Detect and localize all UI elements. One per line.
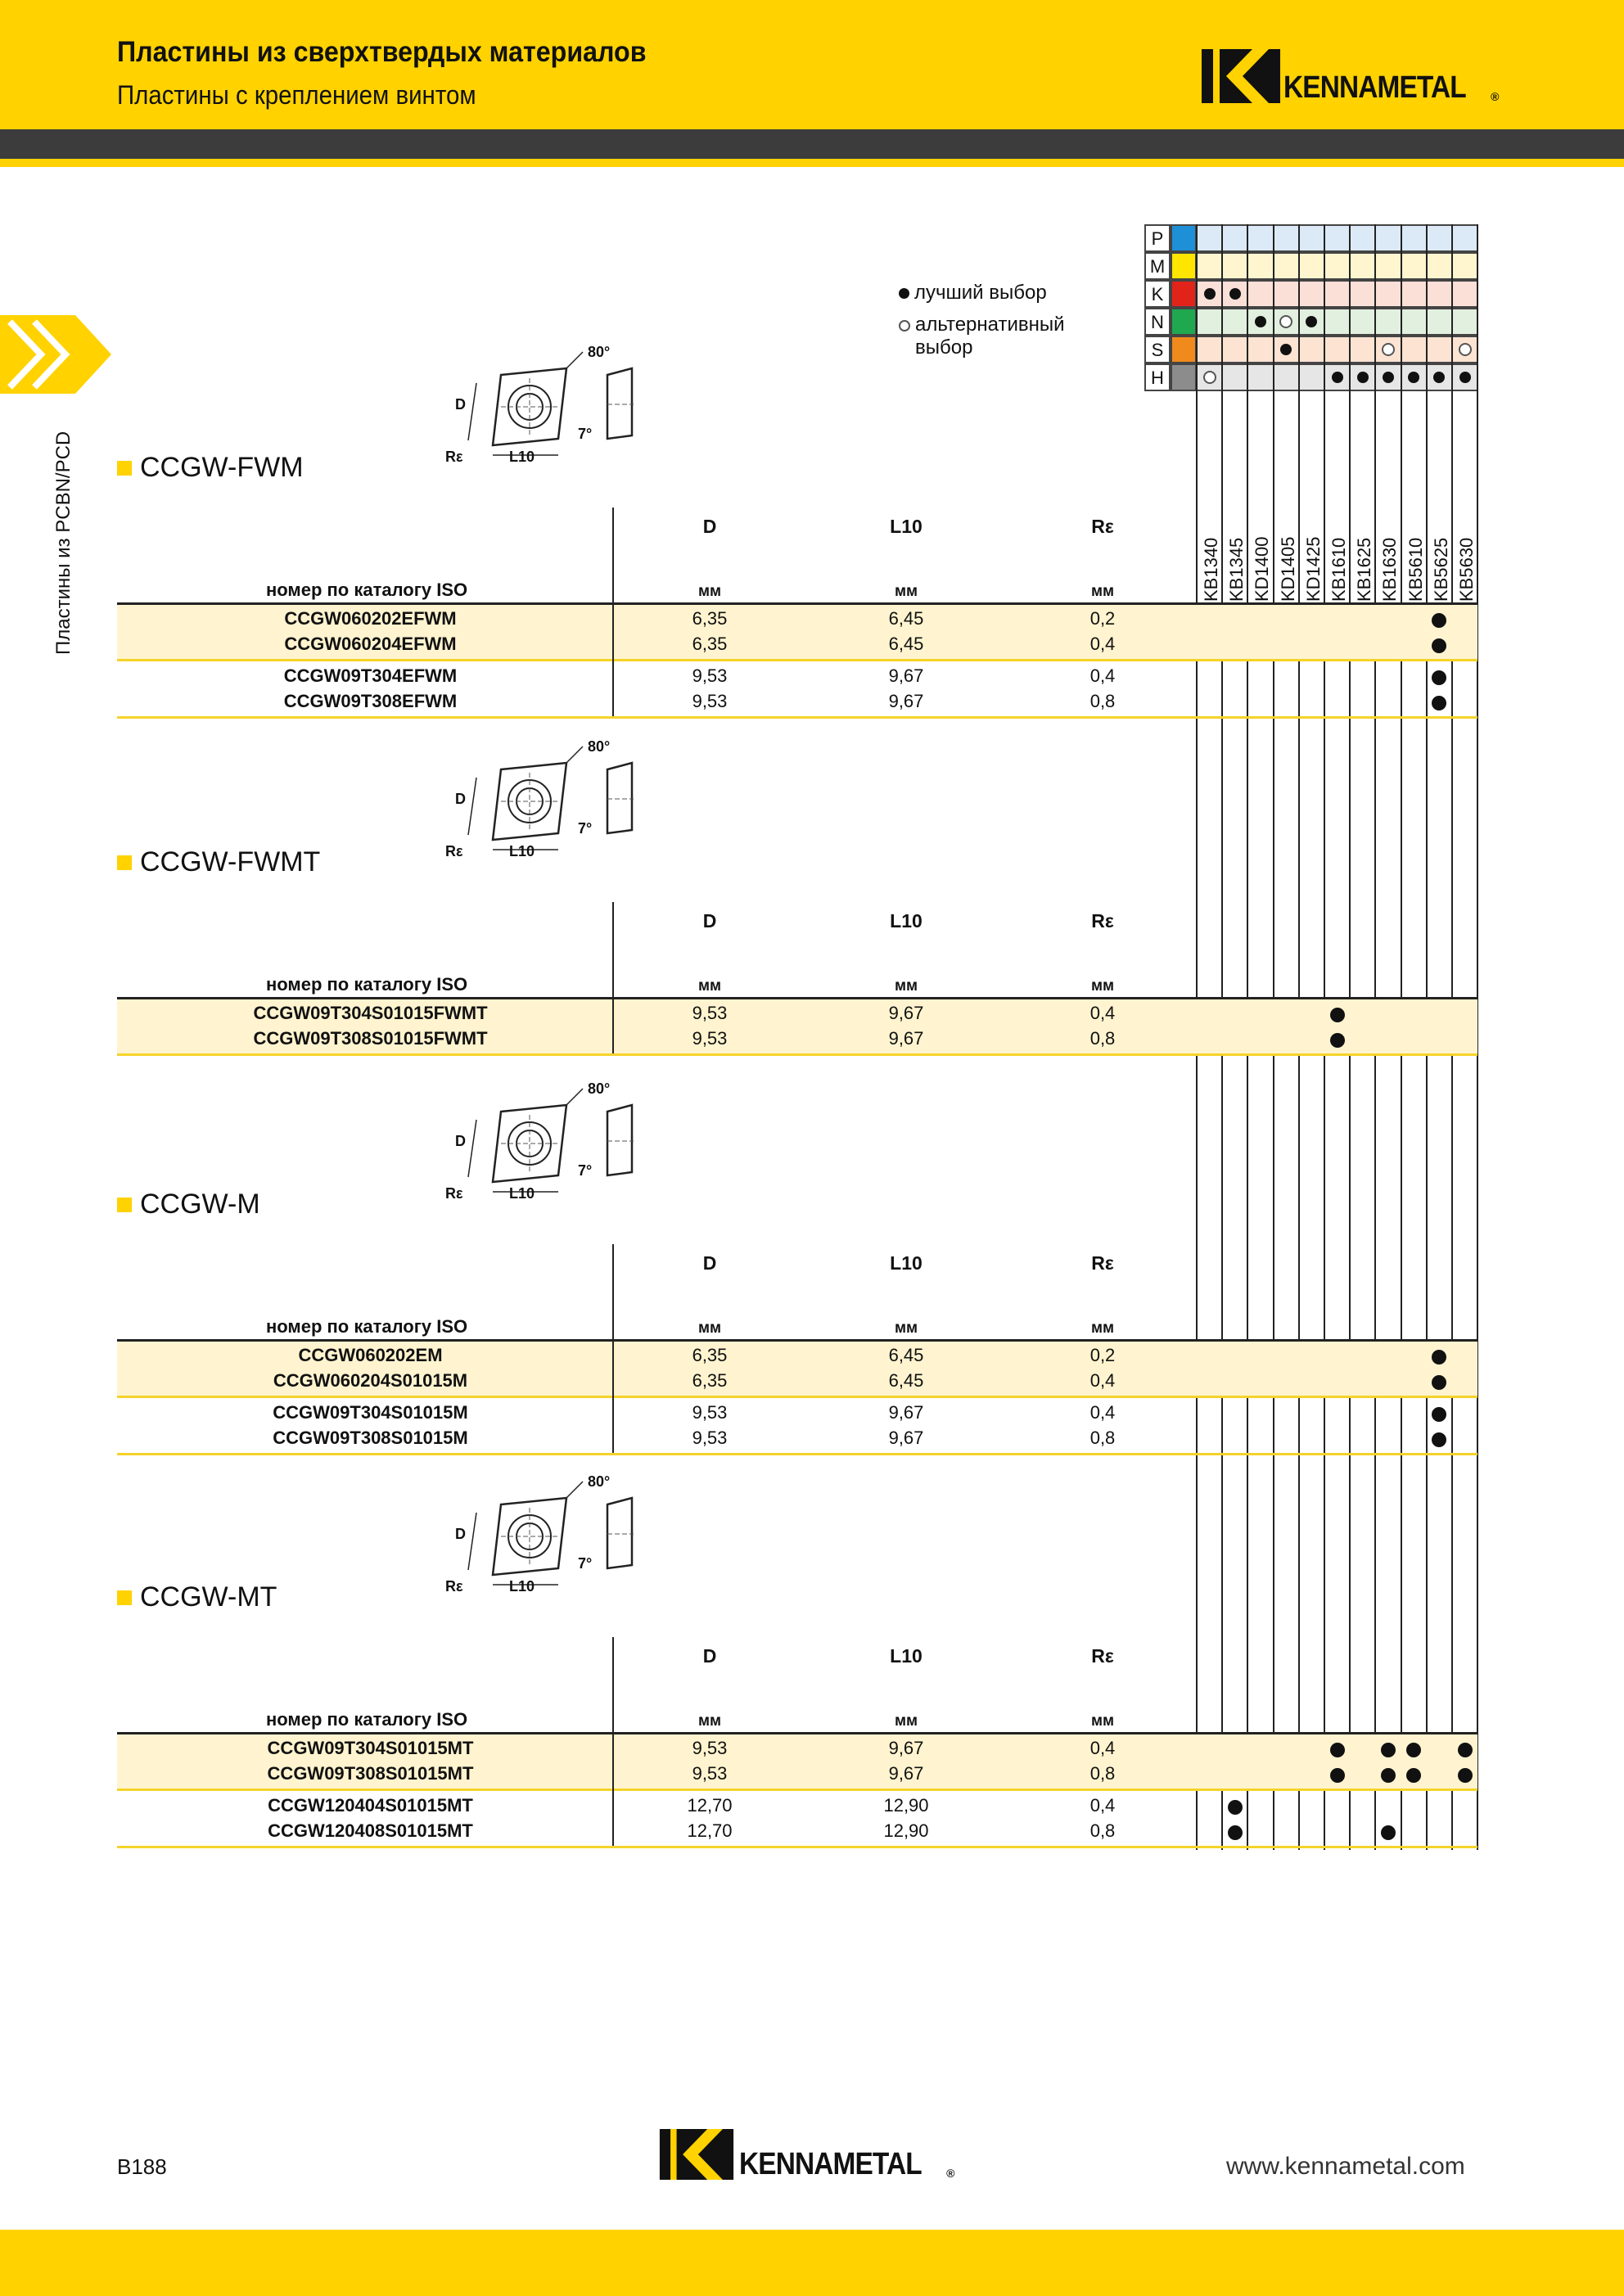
- best-choice-dot-icon: [1330, 1768, 1345, 1783]
- best-choice-dot-icon: [1406, 1743, 1421, 1757]
- grade-header-KB1630: KB1630: [1379, 537, 1401, 602]
- iso-code: CCGW09T308EFWM: [283, 691, 458, 711]
- material-row-M: [1197, 252, 1477, 280]
- row-group-separator: [117, 1453, 1477, 1455]
- iso-code: CCGW09T308S01015FWMT: [253, 1028, 488, 1049]
- grade-header-KB1345: KB1345: [1226, 537, 1247, 602]
- grade-header-KD1400: KD1400: [1252, 536, 1273, 602]
- cell-d: 9,53: [692, 1738, 728, 1758]
- column-header-0: D: [702, 1252, 717, 1274]
- material-color-M: [1171, 252, 1197, 280]
- column-header-1: L10: [890, 1252, 923, 1274]
- column-header-2: Rε: [1091, 910, 1114, 931]
- grade-header-KD1425: KD1425: [1302, 536, 1324, 602]
- cell-re: 0,4: [1089, 1370, 1116, 1391]
- kennametal-k-icon: [1202, 49, 1280, 103]
- row-group-separator: [117, 1053, 1477, 1056]
- trademark-mark: ®: [1491, 90, 1500, 103]
- best-choice-dot-icon: [1458, 1743, 1473, 1757]
- best-choice-dot-icon: [1383, 372, 1394, 383]
- iso-code: CCGW060202EM: [298, 1345, 443, 1365]
- column-unit-1: мм: [894, 1712, 918, 1730]
- cell-re: 0,8: [1089, 1820, 1116, 1841]
- column-header-2: Rε: [1091, 516, 1114, 537]
- column-header-2: Rε: [1091, 1645, 1114, 1667]
- iso-code: CCGW09T308S01015MT: [267, 1763, 474, 1784]
- insert-diagram: [444, 1473, 648, 1611]
- dim-l10-label: L10: [509, 449, 535, 465]
- table-divider: [612, 1637, 614, 1846]
- cell-d: 6,35: [692, 1370, 728, 1391]
- cell-d: 12,70: [687, 1820, 733, 1841]
- column-header-1: L10: [890, 910, 923, 931]
- column-unit-2: мм: [1090, 977, 1115, 995]
- row-group-separator: [117, 716, 1477, 719]
- material-row-P: [1197, 224, 1477, 252]
- best-choice-dot-icon: [1381, 1825, 1396, 1840]
- material-letter-S: S: [1144, 336, 1171, 363]
- section-marker-icon: [117, 1590, 132, 1605]
- angle-7-label: 7°: [578, 1555, 593, 1572]
- angle-80-label: 80°: [588, 738, 611, 755]
- dim-d-label: D: [455, 1133, 466, 1149]
- row-group-separator: [117, 1846, 1477, 1848]
- cell-l10: 6,45: [888, 1370, 924, 1391]
- cell-d: 12,70: [687, 1795, 733, 1816]
- section-title-ccgw-m: CCGW-M: [117, 1189, 260, 1220]
- material-letter-H: H: [1144, 363, 1171, 391]
- best-choice-dot-icon: [1228, 1825, 1243, 1840]
- best-choice-dot-icon: [1381, 1768, 1396, 1783]
- section-title-ccgw-fwmt: CCGW-FWMT: [117, 846, 320, 878]
- dim-re-label: Rε: [445, 1578, 463, 1595]
- column-header-0: D: [702, 910, 717, 931]
- brand-name: KENNAMETAL: [1283, 70, 1466, 105]
- section-title-ccgw-fwm: CCGW-FWM: [117, 452, 304, 484]
- table-divider: [612, 902, 614, 1053]
- website-link[interactable]: www.kennametal.com: [1226, 2153, 1465, 2180]
- section-marker-icon: [117, 1198, 132, 1212]
- column-header-1: L10: [890, 1645, 923, 1667]
- iso-code: CCGW060204S01015M: [273, 1370, 468, 1391]
- best-choice-dot-icon: [899, 288, 909, 299]
- kennametal-footer-logo: [657, 2129, 955, 2180]
- best-choice-dot-icon: [1381, 1743, 1396, 1757]
- material-color-S: [1171, 336, 1197, 363]
- dim-d-label: D: [455, 791, 466, 807]
- insert-dimension-diagram: [444, 745, 648, 876]
- cell-l10: 9,67: [888, 1763, 924, 1784]
- alt-choice-circle-icon: [1459, 343, 1472, 356]
- dim-re-label: Rε: [445, 1185, 463, 1202]
- kennametal-k-icon: [657, 2129, 736, 2180]
- angle-7-label: 7°: [578, 426, 593, 442]
- alt-choice-circle-icon: [899, 320, 910, 332]
- dim-l10-label: L10: [509, 1578, 535, 1595]
- table-divider: [612, 1244, 614, 1453]
- grade-header-KB1610: KB1610: [1329, 537, 1349, 602]
- table-divider: [612, 507, 614, 716]
- best-choice-dot-icon: [1330, 1743, 1345, 1757]
- best-choice-dot-icon: [1432, 638, 1446, 653]
- iso-code: CCGW09T304EFWM: [283, 665, 458, 686]
- cell-l10: 9,67: [888, 1402, 924, 1423]
- material-letter-M: M: [1144, 252, 1171, 280]
- material-row-S: [1197, 336, 1477, 363]
- best-choice-dot-icon: [1204, 288, 1216, 300]
- iso-column-header: номер по каталогу ISO: [266, 974, 468, 995]
- cell-re: 0,4: [1089, 665, 1116, 686]
- best-choice-dot-icon: [1357, 372, 1369, 383]
- column-unit-1: мм: [894, 977, 918, 995]
- grade-header-KD1405: KD1405: [1277, 536, 1298, 602]
- section-title-ccgw-mt: CCGW-MT: [117, 1581, 277, 1613]
- best-choice-dot-icon: [1458, 1768, 1473, 1783]
- cell-l10: 9,67: [888, 665, 924, 686]
- page-subtitle: Пластины с креплением винтом: [117, 80, 476, 110]
- iso-column-header: номер по каталогу ISO: [266, 580, 468, 600]
- column-unit-0: мм: [697, 1712, 722, 1730]
- cell-re: 0,8: [1089, 1428, 1116, 1448]
- best-choice-dot-icon: [1330, 1033, 1345, 1048]
- grade-header-KB5625: KB5625: [1430, 537, 1451, 602]
- best-choice-dot-icon: [1459, 372, 1471, 383]
- dim-d-label: D: [455, 1526, 466, 1542]
- iso-code: CCGW120404S01015MT: [268, 1795, 473, 1816]
- cell-l10: 12,90: [883, 1820, 929, 1841]
- cell-l10: 6,45: [888, 608, 924, 629]
- best-choice-dot-icon: [1432, 1432, 1446, 1447]
- angle-80-label: 80°: [588, 344, 611, 360]
- column-unit-1: мм: [894, 583, 918, 600]
- grade-header-KB5630: KB5630: [1456, 537, 1477, 602]
- page-title: Пластины из сверхтвердых материалов: [117, 36, 647, 68]
- cell-d: 9,53: [692, 1763, 728, 1784]
- header-stripe: [0, 159, 1624, 167]
- grade-header-KB1340: KB1340: [1201, 537, 1221, 602]
- cell-re: 0,8: [1089, 691, 1116, 711]
- best-choice-dot-icon: [1228, 1800, 1243, 1815]
- row-group-separator: [117, 1789, 1477, 1791]
- alt-choice-circle-icon: [1382, 343, 1395, 356]
- cell-re: 0,8: [1089, 1763, 1116, 1784]
- cell-re: 0,4: [1089, 1738, 1116, 1758]
- section-marker-icon: [117, 855, 132, 870]
- cell-d: 9,53: [692, 1003, 728, 1023]
- column-unit-2: мм: [1090, 1712, 1115, 1730]
- angle-7-label: 7°: [578, 820, 593, 837]
- footer-band: [0, 2230, 1624, 2296]
- angle-80-label: 80°: [588, 1473, 611, 1490]
- cell-re: 0,2: [1089, 608, 1116, 629]
- cell-d: 9,53: [692, 665, 728, 686]
- material-color-H: [1171, 363, 1197, 391]
- cell-re: 0,4: [1089, 634, 1116, 654]
- insert-diagram: [444, 1080, 648, 1218]
- cell-d: 9,53: [692, 1428, 728, 1448]
- material-letter-K: K: [1144, 280, 1171, 308]
- best-choice-dot-icon: [1255, 316, 1266, 327]
- dim-l10-label: L10: [509, 1185, 535, 1202]
- best-choice-dot-icon: [1332, 372, 1343, 383]
- iso-code: CCGW09T308S01015M: [273, 1428, 468, 1448]
- iso-code: CCGW09T304S01015MT: [267, 1738, 474, 1758]
- insert-dimension-diagram: [444, 1087, 648, 1218]
- iso-column-header: номер по каталогу ISO: [266, 1709, 468, 1730]
- column-unit-0: мм: [697, 583, 722, 600]
- iso-column-header: номер по каталогу ISO: [266, 1316, 468, 1337]
- column-unit-0: мм: [697, 1319, 722, 1337]
- insert-diagram: [444, 344, 648, 481]
- dim-re-label: Rε: [445, 843, 463, 859]
- material-row-N: [1197, 308, 1477, 336]
- best-choice-dot-icon: [1432, 696, 1446, 710]
- cell-l10: 9,67: [888, 691, 924, 711]
- cell-l10: 9,67: [888, 1028, 924, 1049]
- cell-l10: 9,67: [888, 1738, 924, 1758]
- column-unit-2: мм: [1090, 1319, 1115, 1337]
- cell-d: 6,35: [692, 1345, 728, 1365]
- best-choice-dot-icon: [1432, 670, 1446, 685]
- column-header-1: L10: [890, 516, 923, 537]
- cell-re: 0,4: [1089, 1003, 1116, 1023]
- angle-7-label: 7°: [578, 1162, 593, 1179]
- material-color-K: [1171, 280, 1197, 308]
- insert-diagram: [444, 738, 648, 876]
- best-choice-dot-icon: [1432, 1407, 1446, 1422]
- kennametal-logo: [1202, 49, 1500, 103]
- cell-l10: 9,67: [888, 1003, 924, 1023]
- dim-d-label: D: [455, 396, 466, 413]
- cell-l10: 6,45: [888, 1345, 924, 1365]
- cell-l10: 12,90: [883, 1795, 929, 1816]
- cell-l10: 6,45: [888, 634, 924, 654]
- best-choice-dot-icon: [1432, 1375, 1446, 1390]
- dim-re-label: Rε: [445, 449, 463, 465]
- best-choice-dot-icon: [1229, 288, 1241, 300]
- sidebar-category-label: Пластины из PCBN/PCD: [52, 431, 74, 655]
- column-unit-2: мм: [1090, 583, 1115, 600]
- grade-header-KB1625: KB1625: [1354, 537, 1375, 602]
- grade-header-KB5610: KB5610: [1405, 537, 1426, 602]
- column-unit-0: мм: [697, 977, 722, 995]
- cell-re: 0,4: [1089, 1795, 1116, 1816]
- footer-brand-name: KENNAMETAL: [739, 2147, 922, 2181]
- alt-choice-circle-icon: [1203, 371, 1216, 384]
- material-color-P: [1171, 224, 1197, 252]
- row-group-separator: [117, 1396, 1477, 1398]
- section-chevron-icon: [0, 315, 115, 394]
- legend-best: лучший выбор: [899, 282, 1047, 304]
- insert-dimension-diagram: [444, 350, 648, 481]
- iso-code: CCGW09T304S01015FWMT: [253, 1003, 488, 1023]
- cell-d: 9,53: [692, 1402, 728, 1423]
- best-choice-dot-icon: [1432, 1350, 1446, 1365]
- best-choice-dot-icon: [1432, 613, 1446, 628]
- iso-code: CCGW060202EFWM: [284, 608, 457, 629]
- footer-trademark-mark: ®: [946, 2167, 955, 2180]
- cell-d: 6,35: [692, 608, 728, 629]
- cell-d: 9,53: [692, 1028, 728, 1049]
- dim-l10-label: L10: [509, 843, 535, 859]
- material-color-N: [1171, 308, 1197, 336]
- cell-d: 6,35: [692, 634, 728, 654]
- cell-l10: 9,67: [888, 1428, 924, 1448]
- column-header-2: Rε: [1091, 1252, 1114, 1274]
- header-dark-band: [0, 129, 1624, 159]
- cell-re: 0,2: [1089, 1345, 1116, 1365]
- material-letter-P: P: [1144, 224, 1171, 252]
- column-unit-1: мм: [894, 1319, 918, 1337]
- column-header-0: D: [702, 1645, 717, 1667]
- best-choice-dot-icon: [1406, 1768, 1421, 1783]
- section-marker-icon: [117, 461, 132, 476]
- insert-dimension-diagram: [444, 1480, 648, 1611]
- iso-code: CCGW060204EFWM: [284, 634, 457, 654]
- cell-re: 0,4: [1089, 1402, 1116, 1423]
- iso-code: CCGW120408S01015MT: [268, 1820, 473, 1841]
- row-group-separator: [117, 659, 1477, 661]
- page-number: B188: [117, 2154, 167, 2179]
- legend-alt: альтернативный выбор: [899, 314, 1103, 359]
- material-letter-N: N: [1144, 308, 1171, 336]
- iso-code: CCGW09T304S01015M: [273, 1402, 468, 1423]
- cell-d: 9,53: [692, 691, 728, 711]
- column-header-0: D: [702, 516, 717, 537]
- best-choice-dot-icon: [1330, 1008, 1345, 1022]
- cell-re: 0,8: [1089, 1028, 1116, 1049]
- angle-80-label: 80°: [588, 1080, 611, 1097]
